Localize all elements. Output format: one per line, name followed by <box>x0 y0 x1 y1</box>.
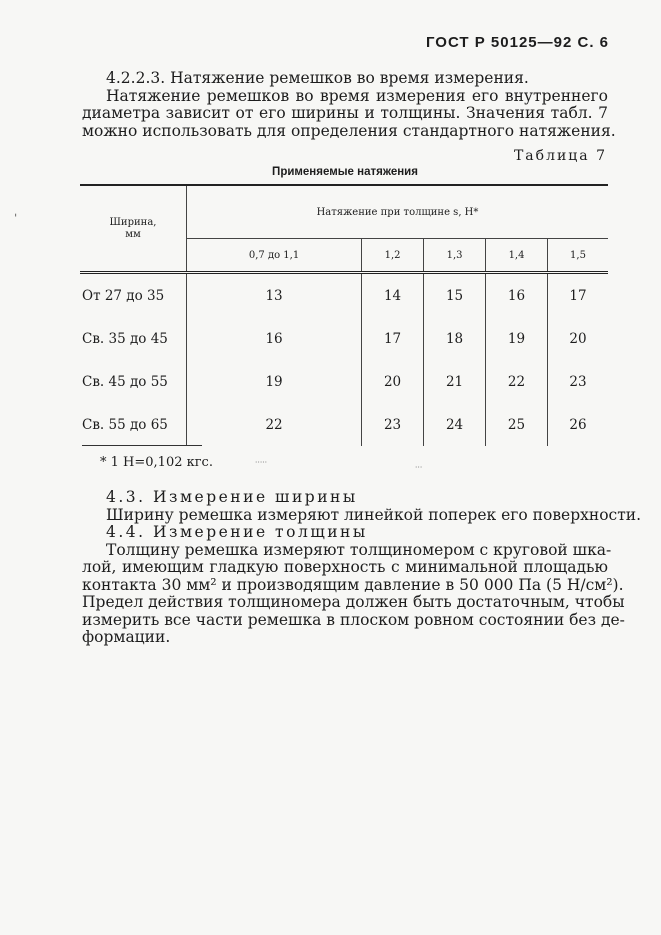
scan-smudge: ⸱⸱⸱⸱⸱ <box>255 458 268 468</box>
text-line: Ширину ремешка измеряют линейкой поперек его поверхности. <box>106 505 642 524</box>
text-line: диаметра зависит от его ширины и толщины. Значения табл. 7 <box>82 104 608 122</box>
text-line: Предел действия толщиномера должен быть достаточным, чтобы <box>82 593 625 611</box>
width-column-header: Ширина, мм <box>109 216 157 240</box>
tension-cell: 26 <box>548 403 608 446</box>
tension-cell: 19 <box>486 317 548 360</box>
table-row <box>80 403 608 446</box>
thickness-header: 1,5 <box>548 239 608 273</box>
thickness-header: 0,7 до 1,1 <box>187 239 362 273</box>
width-range-cell: Св. 55 до 65 <box>82 416 168 433</box>
tension-cell: 17 <box>362 317 424 360</box>
table-row <box>80 360 608 403</box>
tension-cell: 17 <box>548 273 608 318</box>
tension-cell: 14 <box>362 273 424 318</box>
tension-cell: 22 <box>486 360 548 403</box>
width-range-cell: Св. 45 до 55 <box>82 373 168 390</box>
width-range-cell: От 27 до 35 <box>82 287 165 304</box>
text-line: лой, имеющим гладкую поверхность с минимальной площадью <box>82 558 608 576</box>
text-line: контакта 30 мм² и производящим давление в 50 000 Па (5 Н/см²). <box>82 575 624 594</box>
tension-cell: 20 <box>548 317 608 360</box>
section-heading: 4.2.2.3. Натяжение ремешков во время измерения. <box>106 69 529 87</box>
tension-table <box>80 184 608 446</box>
table-row <box>80 273 608 318</box>
tension-cell: 21 <box>424 360 486 403</box>
tension-cell: 23 <box>548 360 608 403</box>
tension-cell: 16 <box>486 273 548 318</box>
text-line: можно использовать для определения стандартного натяжения. <box>82 121 616 140</box>
tension-cell: 13 <box>187 273 362 318</box>
sections-4-3-4-4 <box>82 488 642 647</box>
tension-cell: 20 <box>362 360 424 403</box>
tension-cell: 15 <box>424 273 486 318</box>
scan-mark: ˈ <box>14 212 18 226</box>
paragraph-4-2-2-3 <box>82 69 616 140</box>
text-line: Толщину ремешка измеряют толщиномером с круговой шка- <box>106 540 612 559</box>
table-row <box>80 317 608 360</box>
tension-cell: 18 <box>424 317 486 360</box>
section-heading: 4.4. Измерение толщины <box>106 523 368 541</box>
tension-cell: 16 <box>187 317 362 360</box>
tension-cell: 24 <box>424 403 486 446</box>
tension-cell: 19 <box>187 360 362 403</box>
page-header: ГОСТ Р 50125—92 С. 6 <box>425 34 609 51</box>
tension-group-header: Натяжение при толщине s, Н* <box>187 185 609 239</box>
width-range-cell: Св. 35 до 45 <box>82 330 168 347</box>
footnote: * 1 Н=0,102 кгс. <box>100 455 213 470</box>
text-line: измерить все части ремешка в плоском ровном состоянии без де- <box>82 610 625 629</box>
thickness-header: 1,2 <box>362 239 424 273</box>
thickness-header: 1,4 <box>486 239 548 273</box>
text-line: Натяжение ремешков во время измерения его внутреннего <box>106 86 608 105</box>
tension-cell: 22 <box>187 403 362 446</box>
tension-cell: 25 <box>486 403 548 446</box>
table-caption: Таблица 7 <box>513 148 607 164</box>
scan-smudge: ⸱⸱⸱ <box>415 463 423 473</box>
text-line: формации. <box>82 628 171 646</box>
tension-cell: 23 <box>362 403 424 446</box>
section-heading: 4.3. Измерение ширины <box>106 488 358 506</box>
thickness-header: 1,3 <box>424 239 486 273</box>
table-title: Применяемые натяжения <box>272 166 418 178</box>
footnote-divider <box>82 445 202 446</box>
